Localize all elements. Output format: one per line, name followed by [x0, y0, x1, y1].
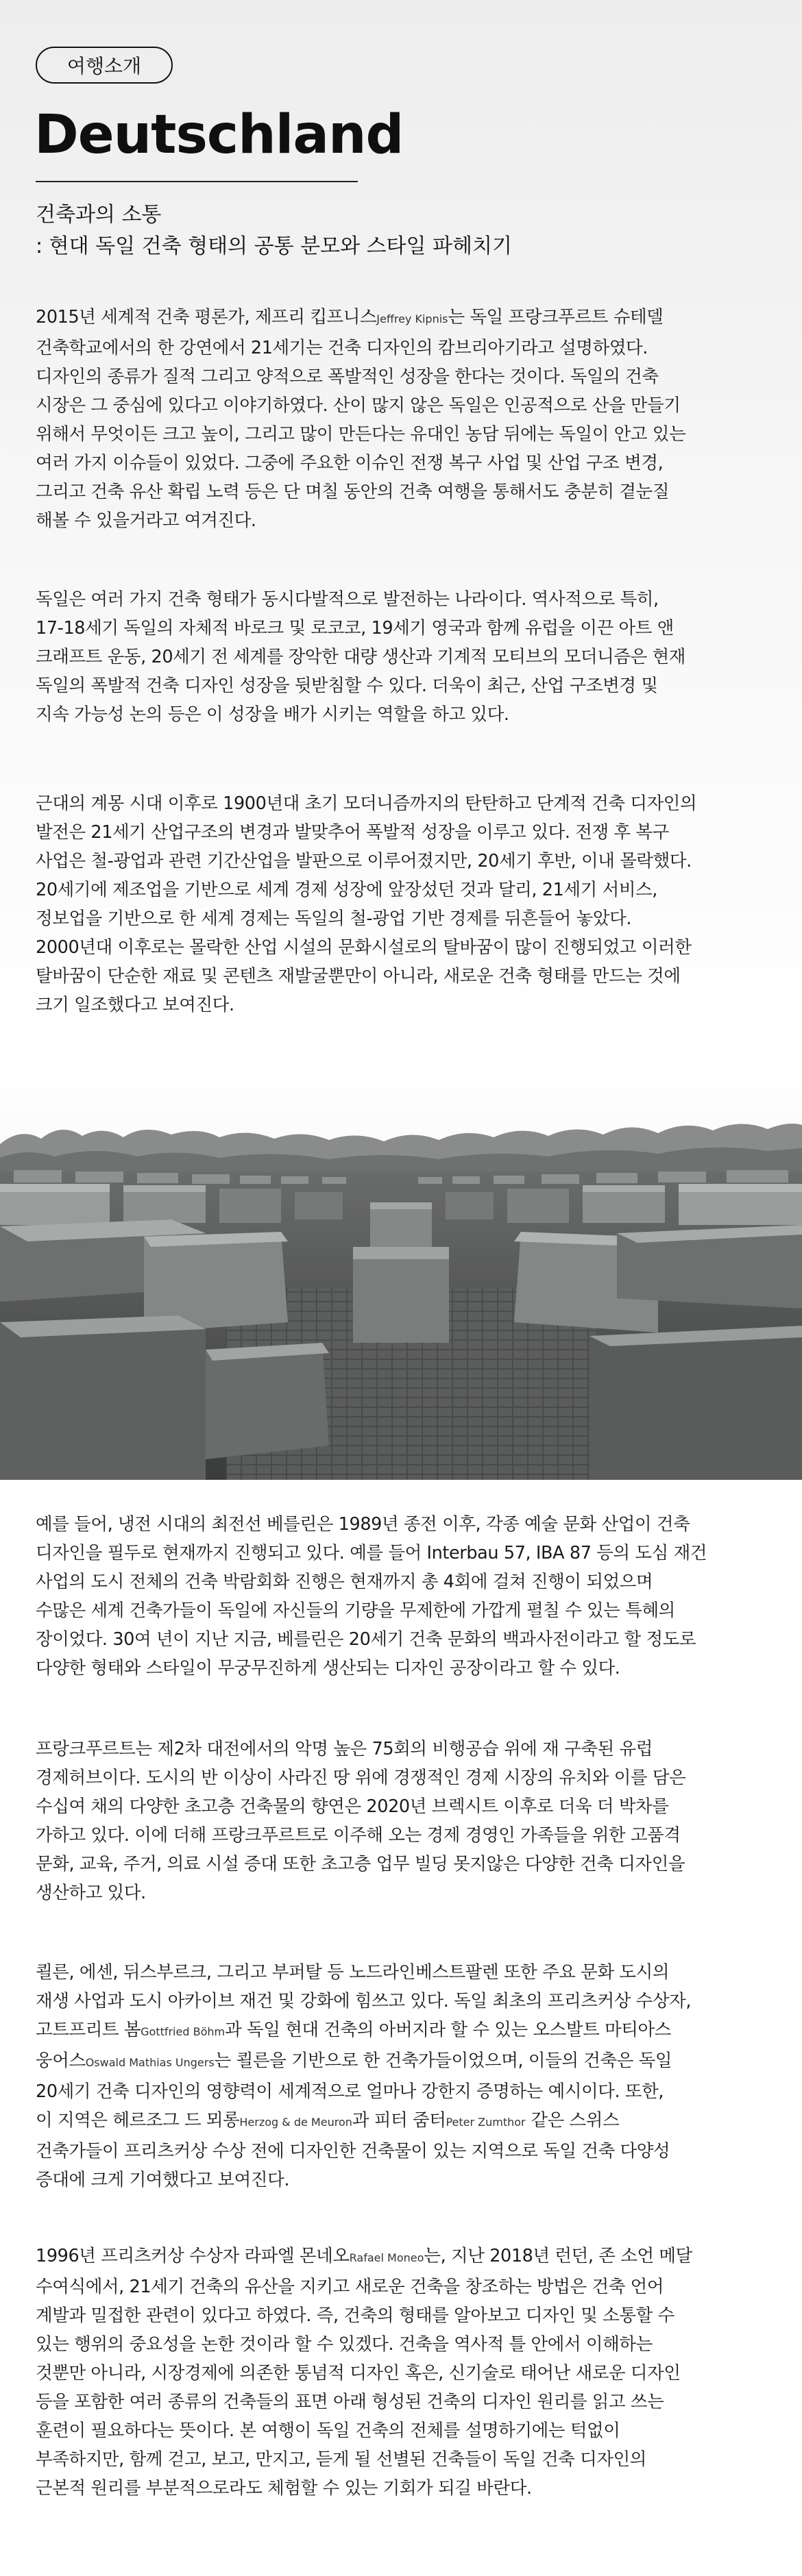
- original-name-annotation: Rafael Moneo: [349, 2251, 424, 2264]
- text-run: 부족하지만, 함께 걷고, 보고, 만지고, 듣게 될 선별된 건축들이 독일 건축 디자인의: [36, 2449, 647, 2470]
- text-run: 는 쾰른을 기반으로 한 건축가들이었으며, 이들의 건축은 독일: [214, 2051, 672, 2071]
- text-line: [36, 880, 657, 900]
- text-line: [36, 2392, 664, 2412]
- text-run: 계발과 밀접한 관련이 있다고 하였다. 즉, 건축의 형태를 알아보고 디자인 및 소통할 수: [36, 2305, 675, 2326]
- text-line: [36, 2363, 681, 2383]
- original-name-annotation: Oswald Mathias Ungers: [85, 2056, 215, 2069]
- text-run: 독일은 여러 가지 건축 형태가 동시다발적으로 발전하는 나라이다. 역사적으로 특히,: [36, 589, 659, 610]
- text-run: 이 지역은 헤르조그 드 뫼롱: [36, 2110, 240, 2131]
- text-run: 근대의 계몽 시대 이후로 1900년대 초기 모더니즘까지의 탄탄하고 단계적 건축 디자인의: [36, 793, 697, 814]
- text-run: 탈바꿈이 단순한 재료 및 콘텐츠 재발굴뿐만이 아니라, 새로운 건축 형태를 만드는 것에: [36, 966, 681, 987]
- body-paragraph-2: [36, 585, 768, 729]
- text-run: 쾰른, 에센, 뒤스부르크, 그리고 부퍼탈 등 노드라인베스트팔렌 또한 주요 문화 도시의: [36, 1962, 670, 1983]
- text-line: [36, 1514, 690, 1535]
- body-paragraph-7: [36, 2242, 768, 2503]
- text-line: [36, 307, 663, 327]
- text-line: [36, 2449, 646, 2470]
- text-run: 는, 지난 2018년 런던, 존 소언 메달: [424, 2246, 692, 2266]
- text-line: [36, 2334, 653, 2355]
- text-line: [36, 2420, 620, 2441]
- text-line: [36, 1543, 707, 1563]
- text-line: [36, 618, 674, 639]
- text-line: [36, 1883, 146, 1903]
- body-paragraph-4: [36, 1510, 768, 1683]
- text-run: 수여식에서, 21세기 건축의 유산을 지키고 새로운 건축을 창조하는 방법은 건축 언어: [36, 2277, 664, 2297]
- text-run: 건축학교에서의 한 강연에서 21세기는 건축 디자인의 캄브리아기라고 설명하였다.: [36, 338, 648, 358]
- text-line: [36, 2051, 672, 2071]
- text-run: 건축가들이 프리츠커상 수상 전에 디자인한 건축물이 있는 지역으로 독일 건축 다양성: [36, 2141, 670, 2162]
- text-line: [36, 676, 658, 696]
- text-run: 2015년 세계적 건축 평론가, 제프리 킵프니스: [36, 307, 377, 327]
- text-line: [36, 1739, 653, 1759]
- text-line: [36, 851, 692, 871]
- text-run: 프랑크푸르트는 제2차 대전에서의 악명 높은 75회의 비행공습 위에 재 구축된 유럽: [36, 1739, 653, 1759]
- text-run: 크래프트 운동, 20세기 전 세계를 장악한 대량 생산과 기계적 모티브의 모더니즘은 현재: [36, 647, 686, 667]
- text-run: 1996년 프리츠커상 수상자 라파엘 몬네오: [36, 2246, 350, 2266]
- text-line: [36, 1600, 675, 1621]
- text-line: [36, 2305, 675, 2326]
- text-line: [36, 482, 669, 502]
- text-line: [36, 395, 681, 416]
- text-run: 근본적 원리를 부분적으로라도 체험할 수 있는 기회가 되길 바란다.: [36, 2478, 532, 2499]
- text-line: [36, 589, 659, 610]
- text-run: 는 독일 프랑크푸르트 슈테델: [448, 307, 664, 327]
- text-run: 훈련이 필요하다는 뜻이다. 본 여행이 독일 건축의 전체를 설명하기에는 턱없이: [36, 2420, 620, 2441]
- text-line: [36, 1768, 685, 1788]
- text-run: 20세기에 제조업을 기반으로 세계 경제 성장에 앞장섰던 것과 달리, 21세기 서비스,: [36, 880, 657, 900]
- text-run: 17-18세기 독일의 자체적 바로크 및 로코코, 19세기 영국과 함께 유럽을 이끈 아트 앤: [36, 618, 674, 639]
- text-line: [36, 2110, 619, 2131]
- text-line: [36, 822, 669, 843]
- text-run: 위해서 무엇이든 크고 높이, 그리고 많이 만든다는 유대인 농담 뒤에는 독일이 안고 있는: [36, 424, 686, 445]
- body-paragraph-3: [36, 789, 768, 1019]
- text-line: [36, 1825, 681, 1846]
- body-paragraph-1: [36, 303, 768, 535]
- text-run: 수십여 채의 다양한 초고층 건축물의 향연은 2020년 브렉시트 이후로 더욱 더 박차를: [36, 1796, 669, 1817]
- title-underline: [36, 181, 358, 182]
- text-line: [36, 647, 685, 667]
- text-line: [36, 2246, 692, 2266]
- text-run: 같은 스위스: [525, 2110, 620, 2131]
- text-run: 고트프리트 봄: [36, 2020, 141, 2040]
- text-run: 예를 들어, 냉전 시대의 최전선 베를린은 1989년 종전 이후, 각종 예술 문화 산업이 건축: [36, 1514, 690, 1535]
- text-run: 여러 가지 이슈들이 있었다. 그중에 주요한 이슈인 전쟁 복구 사업 및 산업 구조 변경,: [36, 453, 664, 473]
- text-line: [36, 1572, 653, 1592]
- text-run: 발전은 21세기 산업구조의 변경과 발맞추어 폭발적 성장을 이루고 있다. 전쟁 후 복구: [36, 822, 669, 843]
- subtitle-line-1: 건축과의 소통: [36, 203, 162, 227]
- category-label: 여행소개: [66, 55, 142, 77]
- original-name-annotation: Peter Zumthor: [446, 2116, 526, 2129]
- text-line: [36, 937, 692, 958]
- text-line: [36, 704, 509, 725]
- text-line: [36, 908, 631, 929]
- text-line: [36, 1854, 685, 1874]
- text-line: [36, 367, 659, 387]
- text-run: 수많은 세계 건축가들이 독일에 자신들의 기량을 무제한에 가깝게 펼칠 수 있는 특혜의: [36, 1600, 675, 1621]
- text-run: 크기 일조했다고 보여진다.: [36, 995, 234, 1015]
- text-line: [36, 966, 681, 987]
- text-run: 정보업을 기반으로 한 세계 경제는 독일의 철-광업 기반 경제를 뒤흔들어 놓았다.: [36, 908, 632, 929]
- text-run: 경제허브이다. 도시의 반 이상이 사라진 땅 위에 경쟁적인 경제 시장의 유치와 이를 담은: [36, 1768, 686, 1788]
- text-line: [36, 1991, 691, 2011]
- original-name-annotation: Gottfried Böhm: [141, 2025, 226, 2038]
- text-run: 디자인을 필두로 현재까지 진행되고 있다. 예를 들어 Interbau 57, IBA 87 등의 도심 재건: [36, 1543, 707, 1563]
- text-line: [36, 1796, 669, 1817]
- text-line: [36, 453, 663, 473]
- text-line: [36, 2277, 664, 2297]
- text-run: 독일의 폭발적 건축 디자인 성장을 뒷받침할 수 있다. 더욱이 최근, 산업 구조변경 및: [36, 676, 658, 696]
- body-paragraph-5: [36, 1735, 768, 1907]
- text-line: [36, 424, 685, 445]
- text-run: 사업의 도시 전체의 건축 박람회화 진행은 현재까지 총 4회에 걸쳐 진행이 되었으며: [36, 1572, 653, 1592]
- text-run: 문화, 교육, 주거, 의료 시설 증대 또한 초고층 업무 빌딩 못지않은 다양한 건축 디자인을: [36, 1854, 685, 1874]
- text-run: 것뿐만 아니라, 시장경제에 의존한 통념적 디자인 혹은, 신기술로 태어난 새로운 디자인: [36, 2363, 681, 2383]
- original-name-annotation: Herzog & de Meuron: [239, 2116, 352, 2129]
- text-run: 과 독일 현대 건축의 아버지라 할 수 있는 오스발트 마티아스: [225, 2020, 672, 2040]
- text-line: [36, 2170, 289, 2190]
- text-line: [36, 338, 648, 358]
- text-run: 재생 사업과 도시 아카이브 재건 및 강화에 힘쓰고 있다. 독일 최초의 프리츠커상 수상자,: [36, 1991, 692, 2011]
- text-run: 다양한 형태와 스타일이 무궁무진하게 생산되는 디자인 공장이라고 할 수 있다.: [36, 1658, 620, 1679]
- text-run: 증대에 크게 기여했다고 보여진다.: [36, 2170, 290, 2190]
- body-paragraph-6: [36, 1958, 768, 2194]
- text-run: 생산하고 있다.: [36, 1883, 146, 1903]
- text-run: 해볼 수 있을거라고 여겨진다.: [36, 510, 256, 531]
- text-run: 가하고 있다. 이에 더해 프랑크푸르트로 이주해 오는 경제 경영인 가족들을 위한 고품격: [36, 1825, 681, 1846]
- text-run: 디자인의 종류가 질적 그리고 양적으로 폭발적인 성장을 한다는 것이다. 독일의 건축: [36, 367, 659, 387]
- text-run: 지속 가능성 논의 등은 이 성장을 배가 시키는 역할을 하고 있다.: [36, 704, 509, 725]
- memorial-photo: [0, 1062, 802, 1480]
- page-title: Deutschland: [34, 104, 404, 166]
- text-run: 과 피터 줌터: [352, 2110, 446, 2131]
- text-line: [36, 510, 256, 531]
- text-run: 등을 포함한 여러 종류의 건축들의 표면 아래 형성된 건축의 디자인 원리를 읽고 쓰는: [36, 2392, 664, 2412]
- text-line: [36, 1658, 620, 1679]
- original-name-annotation: Jeffrey Kipnis: [376, 312, 448, 325]
- text-line: [36, 1962, 669, 1983]
- text-line: [36, 2141, 670, 2162]
- text-line: [36, 793, 696, 814]
- text-run: 그리고 건축 유산 확립 노력 등은 단 며칠 동안의 건축 여행을 통해서도 충분히 곁눈질: [36, 482, 670, 502]
- text-line: [36, 2081, 664, 2102]
- category-badge: [36, 47, 173, 84]
- text-run: 2000년대 이후로는 몰락한 산업 시설의 문화시설로의 탈바꿈이 많이 진행되었고 이러한: [36, 937, 692, 958]
- text-run: 장이었다. 30여 년이 지난 지금, 베를린은 20세기 건축 문화의 백과사전이라고 할 정도로: [36, 1629, 696, 1650]
- text-line: [36, 2020, 671, 2040]
- text-run: 20세기 건축 디자인의 영향력이 세계적으로 얼마나 강한지 증명하는 예시이다. 또한,: [36, 2081, 664, 2102]
- text-run: 웅어스: [36, 2051, 86, 2071]
- text-run: 있는 행위의 중요성을 논한 것이라 할 수 있겠다. 건축을 역사적 틀 안에서 이해하는: [36, 2334, 653, 2355]
- text-line: [36, 1629, 696, 1650]
- text-run: 사업은 철-광업과 관련 기간산업을 발판으로 이루어졌지만, 20세기 후반, 이내 몰락했다.: [36, 851, 692, 871]
- text-line: [36, 2478, 532, 2499]
- subtitle-line-2: : 현대 독일 건축 형태의 공통 분모와 스타일 파헤치기: [36, 234, 512, 258]
- text-line: [36, 995, 234, 1015]
- text-run: 시장은 그 중심에 있다고 이야기하였다. 산이 많지 않은 독일은 인공적으로 산을 만들기: [36, 395, 681, 416]
